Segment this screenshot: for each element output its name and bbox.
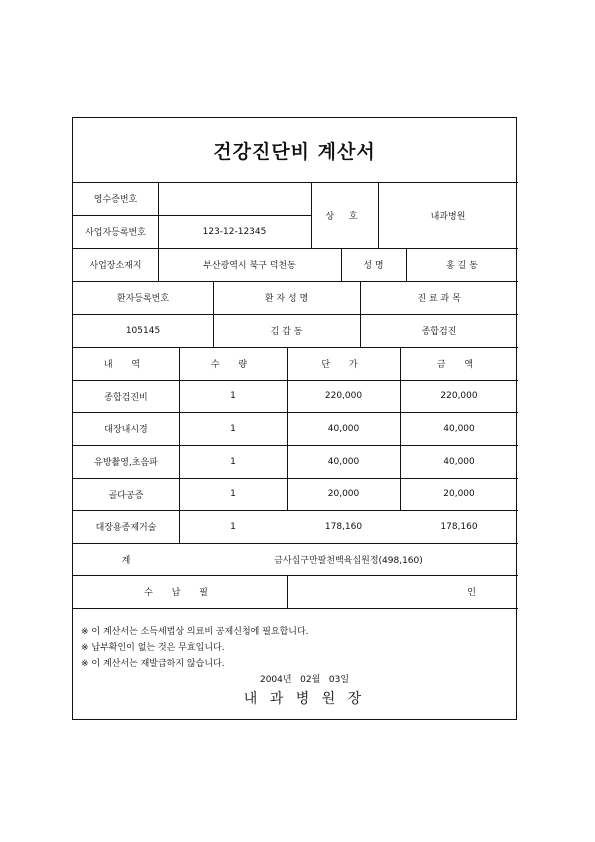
item-desc: 유방촬영,초음파 [94, 458, 158, 468]
item-qty: 1 [230, 391, 236, 401]
trade-name-value: 내과병원 [430, 211, 466, 222]
receipt-no-value [158, 182, 311, 215]
patient-reg-no-label: 환자등록번호 [116, 294, 170, 304]
note-line: ※ 이 계산서는 재발급하지 않습니다. [81, 659, 225, 669]
receipt-label: 수 납 필 [144, 588, 216, 598]
item-unit-price: 220,000 [324, 391, 363, 401]
item-qty: 1 [230, 489, 236, 499]
item-desc: 대장내시경 [104, 425, 148, 435]
biz-reg-no-label: 사업자등록번호 [85, 228, 146, 238]
receipt-no-label: 영수증번호 [93, 195, 138, 205]
patient-name-label: 환 자 성 명 [264, 294, 309, 304]
item-desc: 종합검진비 [104, 392, 148, 403]
document-title: 건강진단비 계산서 [213, 140, 376, 163]
note-line: ※ 이 계산서는 소득세법상 의료비 공제신청에 필요합니다. [81, 627, 309, 637]
item-qty: 1 [230, 521, 236, 532]
owner-value: 홍 길 동 [446, 261, 478, 271]
item-amount: 20,000 [443, 489, 475, 499]
invoice-document [72, 117, 517, 720]
item-unit-price: 20,000 [327, 489, 360, 499]
patient-reg-no-value: 105145 [125, 325, 161, 336]
department-label: 진 료 과 목 [417, 294, 461, 304]
owner-label: 성 명 [363, 261, 384, 271]
rule [73, 608, 518, 609]
signature: 내 과 병 원 장 [243, 691, 366, 707]
items-header-amount: 금 액 [436, 360, 482, 370]
item-amount: 40,000 [443, 423, 475, 434]
items-header-desc: 내 역 [103, 360, 149, 370]
issue-date: 2004년 02월 03일 [259, 675, 350, 685]
note-line: ※ 납부확인이 없는 것은 무효입니다. [81, 643, 225, 653]
items-header-unit-price: 단 가 [321, 360, 366, 370]
total-label: 계 [121, 555, 131, 566]
item-qty: 1 [230, 456, 236, 467]
item-amount: 220,000 [440, 391, 478, 401]
item-qty: 1 [230, 423, 236, 434]
item-unit-price: 40,000 [327, 423, 360, 434]
items-header-qty: 수 량 [210, 360, 256, 370]
notes [81, 624, 309, 672]
item-desc: 골다공증 [108, 490, 144, 501]
address-value: 부산광역시 북구 덕천동 [203, 261, 296, 271]
biz-reg-no-value: 123-12-12345 [202, 226, 267, 237]
total-value: 금사십구만팔천백육십원정(498,160) [274, 555, 423, 566]
patient-name-value: 김 갑 동 [270, 327, 303, 337]
item-desc: 대장용종제거술 [95, 523, 157, 533]
trade-name-label: 상 호 [325, 211, 364, 222]
item-amount: 40,000 [443, 456, 475, 467]
item-amount: 178,160 [440, 521, 478, 532]
department-value: 종합검진 [421, 327, 457, 337]
seal-mark: 인 [467, 588, 476, 598]
item-unit-price: 178,160 [324, 521, 363, 532]
address-label: 사업장소재지 [89, 261, 142, 271]
item-unit-price: 40,000 [327, 456, 360, 467]
